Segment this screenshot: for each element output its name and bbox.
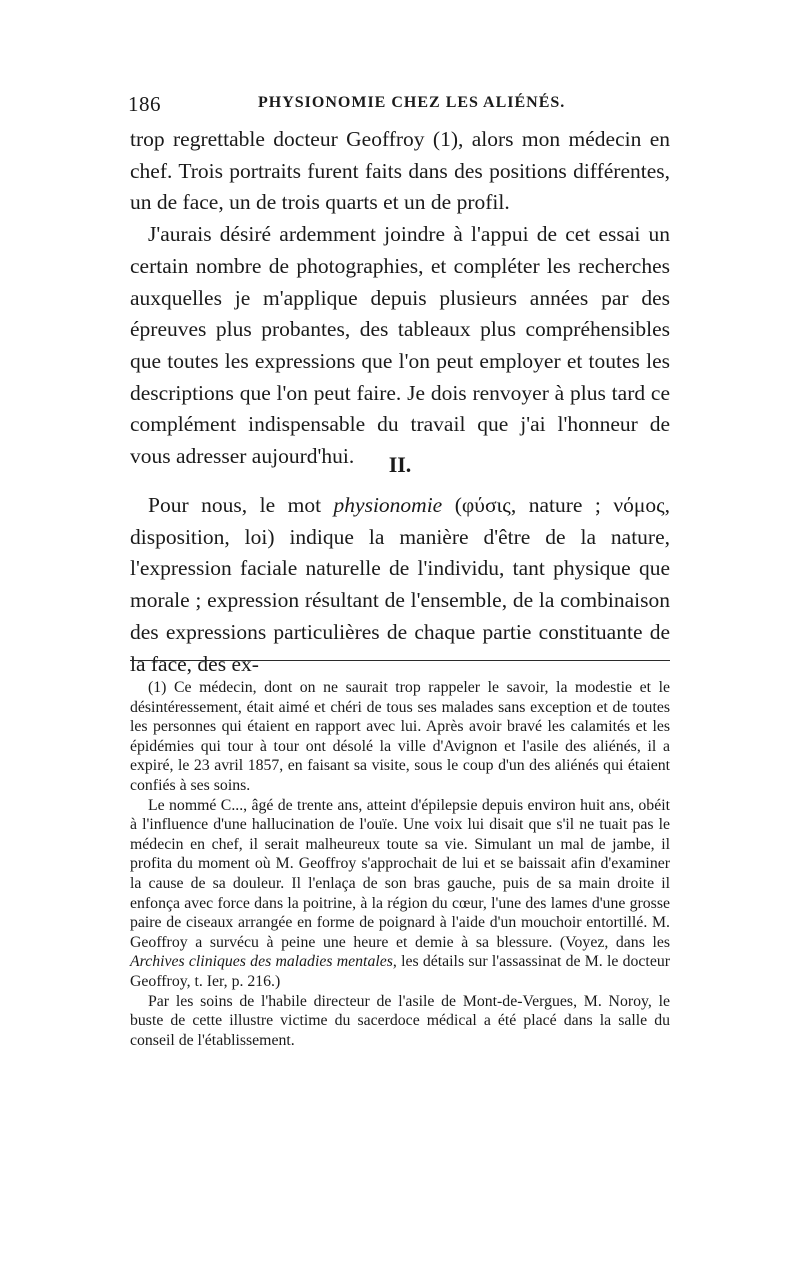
page-number: 186 (128, 92, 161, 116)
paragraph: J'aurais désiré ardemment joindre à l'appui de cet essai un certain nombre de photographies, et compléter les recherches auxquelles je m'applique depuis plusieurs années par des épreuves plus probantes, des tableaux plus compréhensibles que toutes les expressions que l'on peut employer et toutes les descriptions que l'on peut faire. Je dois renvoyer à plus tard ce complément indispensable du travail que j'ai l'honneur de vous adresser aujourd'hui. (130, 222, 670, 469)
paragraph (130, 490, 670, 680)
footnote-paragraph: Par les soins de l'habile directeur de l'asile de Mont-de-Vergues, M. Noroy, le buste de cette illustre victime du sacerdoce médical a été placé dans la salle du conseil de l'établissement. (130, 992, 670, 1049)
footnote-text-end: , les détails sur l'assassinat de M. le docteur Geoffroy, t. Ier, p. 216.) (130, 953, 670, 990)
paragraph-text-end: (φύσις, nature ; νόμος, disposition, loi) indique la manière d'être de la nature, l'expression faciale naturelle de l'individu, tant physique que morale ; expression résultant de l'ensemble, de la combinaison des expressions particulières de chaque partie constituante de la face, des ex- (130, 493, 671, 676)
footnote-paragraph: (1) Ce médecin, dont on ne saurait trop rappeler le savoir, la modestie et le désintéressement, était aimé et chéri de tous ses malades sans exception et de toutes les personnes qui étaient en rapport avec lui. Après avoir bravé les calamités et les épidémies qui tour à tour ont désolé la ville d'Avignon et l'asile des aliénés, il a expiré, le 23 avril 1857, en faisant sa visite, sous le coup d'un des aliénés qui étaient confiés à ses soins. (130, 679, 670, 794)
footnote-text-start: Le nommé C..., âgé de trente ans, atteint d'épilepsie depuis environ huit ans, obéit à l'influence d'une hallucination de l'ouïe. Une voix lui disait que s'il ne tuait pas le médecin en chef, il serait malheureux toute sa vie. Simulant un mal de jambe, il profita du moment où M. Geoffroy s'approchait de lui et se baissait afin d'examiner la cause de sa douleur. Il l'enlaça de son bras gauche, puis de sa main droite il enfonça avec force dans la poitrine, à la région du cœur, l'une des lames d'une grosse paire de ciseaux arrangée en forme de poignard à l'aide d'un mouchoir entortillé. M. Geoffroy a survécu à peine une heure et demie à sa blessure. (Voyez, dans les (130, 796, 670, 951)
running-title: PHYSIONOMIE CHEZ LES ALIÉNÉS. (258, 94, 566, 111)
italic-citation: Archives cliniques des maladies mentales (130, 953, 393, 971)
body-text-section-2 (130, 490, 670, 680)
running-head (128, 92, 670, 118)
footnote-paragraph (130, 796, 670, 992)
italic-term: physionomie (333, 493, 443, 517)
paragraph-continuation: trop regrettable docteur Geoffroy (1), alors mon médecin en chef. Trois portraits furent faits dans des positions différentes, un de face, un de trois quarts et un de profil. (130, 127, 670, 215)
body-text-section-1 (130, 124, 670, 473)
section-heading: II. (388, 452, 412, 477)
footnote-divider (130, 660, 670, 661)
paragraph-text-start: Pour nous, le mot (148, 493, 334, 517)
footnotes (130, 678, 670, 1050)
